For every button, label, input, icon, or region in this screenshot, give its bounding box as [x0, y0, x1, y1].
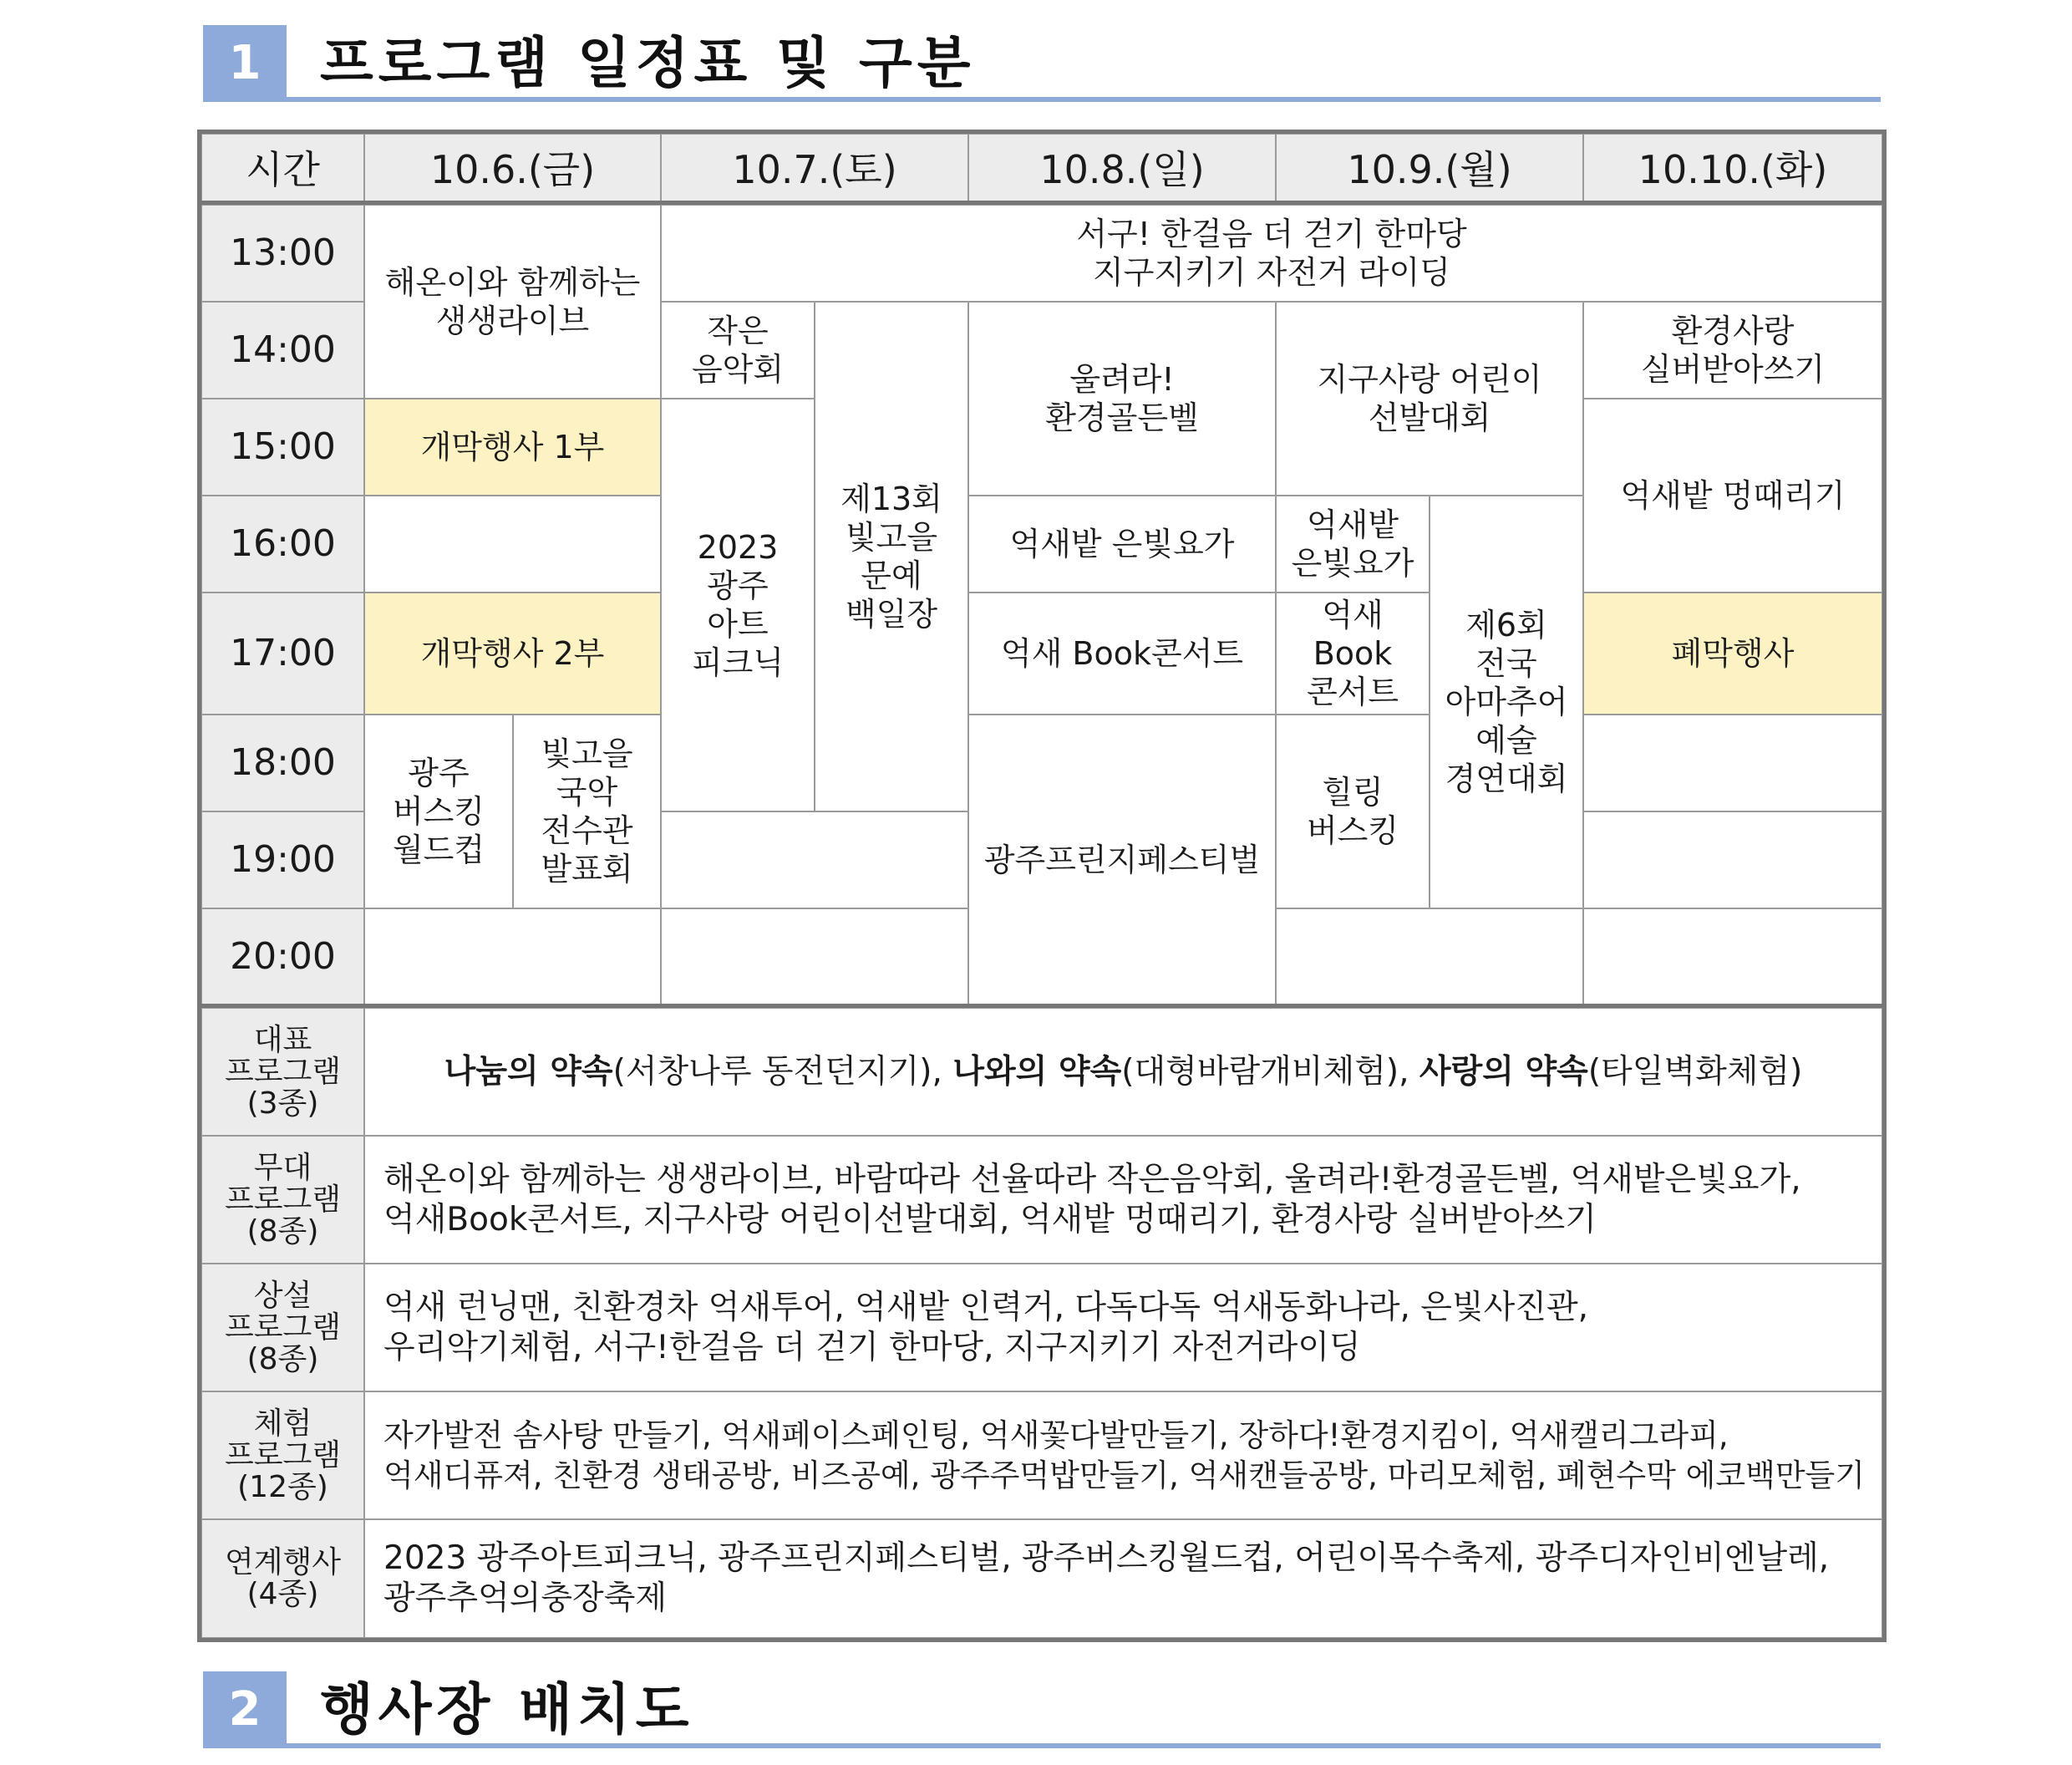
section-1-number: 1	[203, 25, 287, 102]
empty-cell	[1276, 908, 1583, 1005]
event-cell: 2023 광주 아트 피크닉	[661, 399, 815, 811]
section-2-underline	[287, 1743, 1881, 1748]
header-day: 10.6.(금)	[364, 134, 661, 205]
empty-cell	[1583, 908, 1882, 1005]
event-cell: 억새밭 은빛요가	[1276, 496, 1430, 593]
empty-cell	[661, 908, 968, 1005]
time-slot: 15:00	[201, 399, 364, 496]
time-slot: 19:00	[201, 811, 364, 908]
category-label: 대표 프로그램 (3종)	[201, 1008, 364, 1136]
time-slot: 17:00	[201, 593, 364, 715]
section-1-title: 프로그램 일정표 및 구분	[320, 31, 976, 95]
program-name-bold: 나눔의 약속	[444, 1052, 613, 1091]
program-detail: (서창나루 동전던지기),	[612, 1052, 953, 1091]
event-cell-highlight: 개막행사 1부	[364, 399, 661, 496]
event-cell: 울려라! 환경골든벨	[968, 302, 1276, 496]
section-1-heading	[203, 25, 1881, 102]
header-day: 10.9.(월)	[1276, 134, 1583, 205]
time-slot: 20:00	[201, 908, 364, 1005]
representative-program-text	[444, 1052, 1803, 1092]
header-day: 10.8.(일)	[968, 134, 1276, 205]
time-slot: 14:00	[201, 302, 364, 399]
header-time: 시간	[201, 134, 364, 205]
program-detail: (타일벽화체험)	[1587, 1052, 1803, 1091]
event-cell: 억새밭 멍때리기	[1583, 399, 1882, 593]
schedule-table	[197, 130, 1887, 1642]
category-label: 무대 프로그램 (8종)	[201, 1136, 364, 1264]
header-day: 10.7.(토)	[661, 134, 968, 205]
time-slot: 16:00	[201, 496, 364, 593]
category-description: 해온이와 함께하는 생생라이브, 바람따라 선율따라 작은음악회, 울려라!환경골든벨, 억새밭은빛요가, 억새Book콘서트, 지구사랑 어린이선발대회, 억새밭 멍때리기, 환경사랑 실버받아쓰기	[364, 1136, 1882, 1264]
category-description: 억새 런닝맨, 친환경차 억새투어, 억새밭 인력거, 다독다독 억새동화나라, 은빛사진관, 우리악기체험, 서구!한걸음 더 걷기 한마당, 지구지키기 자전거라이딩	[364, 1264, 1882, 1391]
empty-cell	[1583, 811, 1882, 908]
event-cell: 광주 버스킹 월드컵	[364, 715, 513, 908]
time-slot: 13:00	[201, 205, 364, 302]
event-cell-highlight: 폐막행사	[1583, 593, 1882, 715]
category-label: 상설 프로그램 (8종)	[201, 1264, 364, 1391]
event-cell: 빛고을 국악 전수관 발표회	[513, 715, 661, 908]
section-2-number: 2	[203, 1671, 287, 1748]
section-1-underline	[287, 97, 1881, 102]
section-2-heading	[203, 1671, 1881, 1748]
empty-cell	[364, 496, 661, 593]
event-cell: 해온이와 함께하는 생생라이브	[364, 205, 661, 399]
empty-cell	[1583, 715, 1882, 811]
category-description: 2023 광주아트피크닉, 광주프린지페스티벌, 광주버스킹월드컵, 어린이목수축제, 광주디자인비엔날레, 광주추억의충장축제	[364, 1519, 1882, 1638]
event-cell: 제6회 전국 아마추어 예술 경연대회	[1430, 496, 1583, 908]
empty-cell	[661, 811, 968, 908]
event-cell: 억새 Book콘서트	[968, 593, 1276, 715]
category-description: 자가발전 솜사탕 만들기, 억새페이스페인팅, 억새꽃다발만들기, 장하다!환경지킴이, 억새캘리그라피, 억새디퓨져, 친환경 생태공방, 비즈공예, 광주주먹밥만들기, 억새캔들공방, 마리모체험, 폐현수막 에코백만들기	[364, 1391, 1882, 1519]
event-cell: 지구사랑 어린이 선발대회	[1276, 302, 1583, 496]
category-label: 체험 프로그램 (12종)	[201, 1391, 364, 1519]
event-cell: 환경사랑 실버받아쓰기	[1583, 302, 1882, 399]
event-cell: 억새 Book 콘서트	[1276, 593, 1430, 715]
section-2-title: 행사장 배치도	[320, 1677, 694, 1742]
program-name-bold: 사랑의 약속	[1419, 1052, 1588, 1091]
event-cell: 제13회 빛고을 문예 백일장	[815, 302, 968, 811]
event-cell: 광주프린지페스티벌	[968, 715, 1276, 1005]
program-detail: (대형바람개비체험),	[1121, 1052, 1419, 1091]
event-cell: 서구! 한걸음 더 걷기 한마당 지구지키기 자전거 라이딩	[661, 205, 1882, 302]
time-slot: 18:00	[201, 715, 364, 811]
category-label: 연계행사 (4종)	[201, 1519, 364, 1638]
event-cell: 작은 음악회	[661, 302, 815, 399]
empty-cell	[364, 908, 661, 1005]
event-cell: 힐링 버스킹	[1276, 715, 1430, 908]
category-description	[364, 1008, 1882, 1136]
event-cell-highlight: 개막행사 2부	[364, 593, 661, 715]
program-name-bold: 나와의 약속	[952, 1052, 1122, 1091]
header-day: 10.10.(화)	[1583, 134, 1882, 205]
event-cell: 억새밭 은빛요가	[968, 496, 1276, 593]
